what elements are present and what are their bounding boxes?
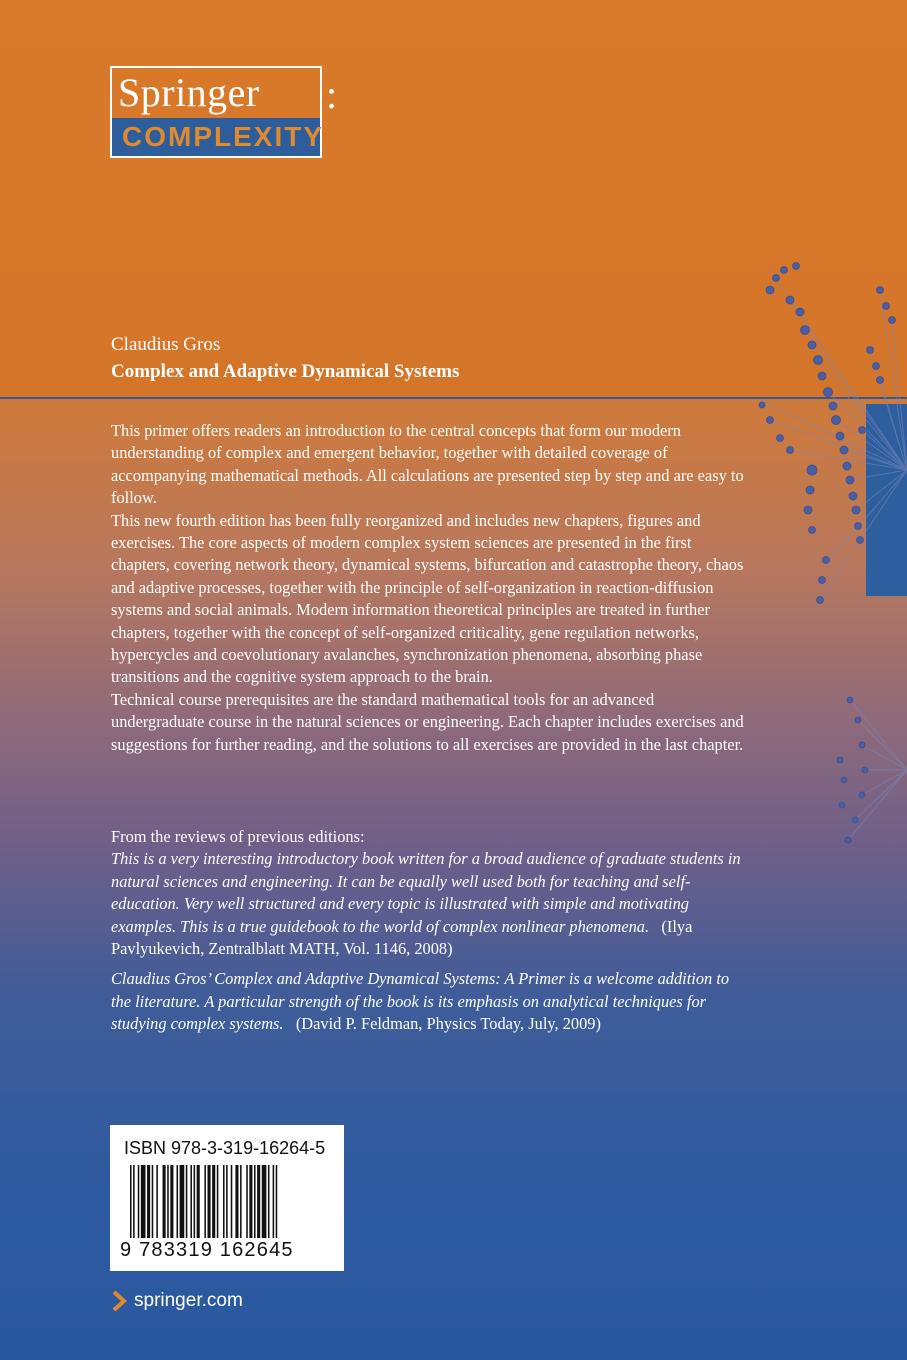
description-paragraph: This primer offers readers an introduction to the central concepts that form our modern understanding of complex and emergent behavior, together with detailed coverage of accompanying mathematical methods. All calculations are presented step by step and are easy to follow.	[111, 421, 744, 508]
review-quote: Claudius Gros’ Complex and Adaptive Dynamical Systems: A Primer is a welcome addition to the literature. A particular strength of the book is its emphasis on analytical techniques for studying complex systems.	[111, 969, 730, 1034]
author-name: Claudius Gros	[111, 334, 221, 355]
chevron-right-icon	[110, 1290, 128, 1312]
logo-series: COMPLEXITY	[122, 121, 325, 152]
logo-series-band	[112, 118, 325, 156]
review-source: (David P. Feldman, Physics Today, July, 2009)	[295, 1014, 601, 1034]
description-paragraph: This new fourth edition has been fully reorganized and includes new chapters, figures and exercises. The core aspects of modern complex system sciences are presented in the first chapters, covering network theory, dynamical systems, bifurcation and catastrophe theory, chaos and adaptive processes, together with the principle of self-organization in reaction-diffusion systems and social animals. Modern information theoretical principles are treated in further chapters, together with the concept of self-organized criticality, gene regulation networks, hypercycles and coevolutionary avalanches, synchronization phenomena, absorbing phase transitions and the cognitive system approach to the brain.	[111, 510, 744, 687]
springer-website-link[interactable]	[110, 1287, 243, 1315]
book-title: Complex and Adaptive Dynamical Systems	[111, 361, 460, 382]
logo-top	[112, 68, 320, 118]
side-color-tab	[866, 404, 907, 596]
barcode-digits: 9 783319 162645	[120, 1239, 294, 1261]
review-item	[111, 848, 751, 960]
review-source: (Ilya Pavlyukevich, Zentralblatt MATH, Vol. 1146, 2008)	[111, 916, 693, 959]
logo-colon: :	[326, 72, 338, 117]
book-description	[111, 420, 751, 756]
springer-complexity-logo	[110, 66, 338, 158]
review-item	[111, 968, 751, 1035]
website-label: springer.com	[134, 1290, 243, 1311]
description-paragraph: Technical course prerequisites are the standard mathematical tools for an advanced undergraduate course in the natural sciences or engineering. Each chapter includes exercises and suggestions for further reading, and the solutions to all exercises are provided in the last chapter.	[111, 689, 744, 754]
reviews-heading: From the reviews of previous editions:	[111, 827, 365, 846]
divider-rule	[0, 397, 907, 399]
reviews-section	[111, 826, 751, 1036]
isbn-barcode	[110, 1125, 344, 1271]
logo-brand: Springer	[118, 70, 260, 115]
review-quote: This is a very interesting introductory book written for a broad audience of graduate students in natural sciences and engineering. It can be equally well used both for teaching and self-education. Very well structured and every topic is illustrated with simple and motivating examples. This is a true guidebook to the world of complex nonlinear phenomena.	[111, 849, 741, 936]
isbn-number: ISBN 978-3-319-16264-5	[124, 1138, 326, 1158]
